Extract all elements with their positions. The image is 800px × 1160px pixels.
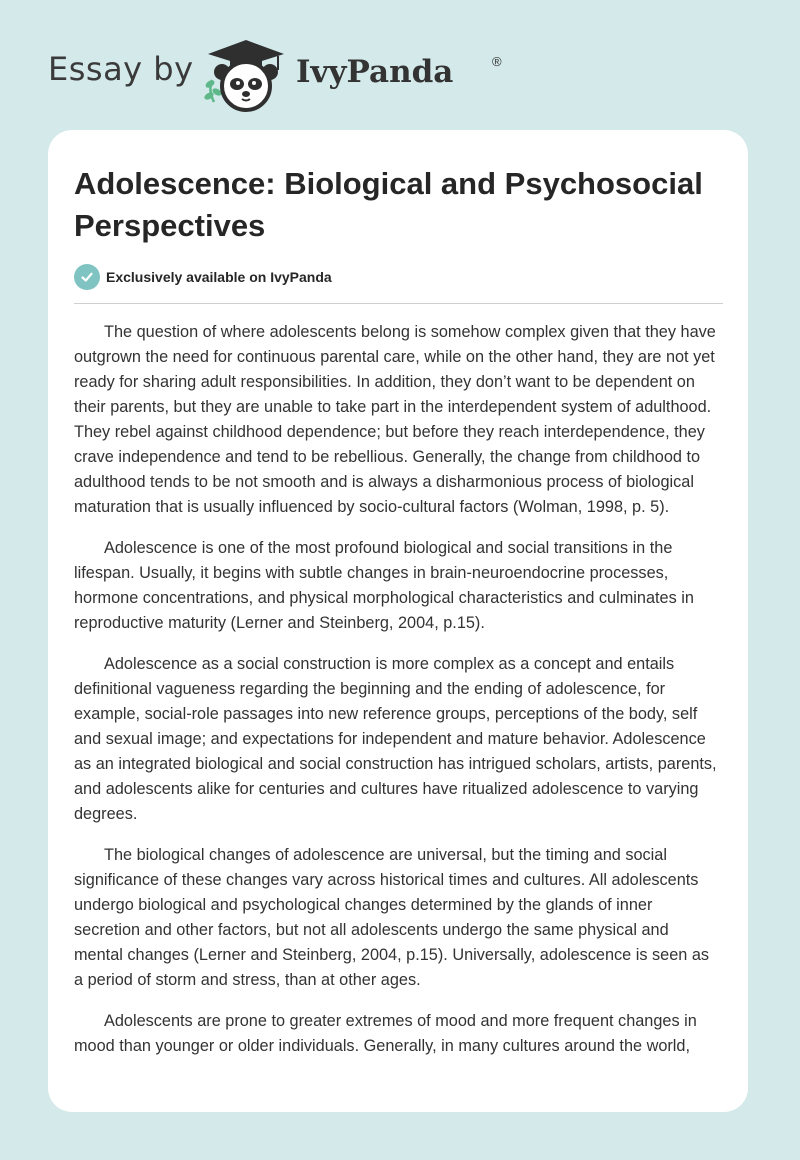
exclusive-badge (74, 264, 332, 290)
site-header (48, 36, 748, 112)
divider (74, 303, 723, 304)
page-title: Adolescence: Biological and Psychosocial Perspectives (74, 166, 703, 243)
registered-mark: ® (492, 54, 502, 69)
paragraph: Adolescents are prone to greater extremes of mood and more frequent changes in mood than younger or older individuals. Generally, in many cultures around the world, (74, 1012, 697, 1055)
essay-body (74, 320, 722, 1075)
paragraph: The biological changes of adolescence are universal, but the timing and social significance of these changes vary across historical times and cultures. All adolescents undergo biological and psychological changes determined by the glands of inner secretion and other factors, but not all adolescents undergo the same physical and mental changes (Lerner and Steinberg, 2004, p.15). Universally, adolescence is seen as a period of storm and stress, than at other ages. (74, 846, 710, 989)
essay-by-label: Essay by (48, 50, 194, 88)
essay-card (48, 130, 748, 1112)
brand-name[interactable]: IvyPanda (296, 54, 454, 90)
paragraph: The question of where adolescents belong is somehow complex given that they have outgrown the need for continuous parental care, while on the other hand, they are not yet ready for sharing adult responsibilities. In addition, they don’t want to be dependent on their parents, but they are unable to take part in the interdependent system of adulthood. They rebel against childhood dependence; but before they reach interdependence, they crave independence and tend to be rebellious. Generally, the change from childhood to adulthood tends to be not smooth and is always a disharmonious process of biological maturation that is usually influenced by socio-cultural factors (Wolman, 1998, p. 5). (74, 323, 716, 516)
panda-logo-icon[interactable] (202, 36, 292, 112)
exclusive-badge-text: Exclusively available on IvyPanda (106, 269, 332, 285)
paragraph: Adolescence as a social construction is more complex as a concept and entails definitional vagueness regarding the beginning and the ending of adolescence, for example, social-role passages into new reference groups, perceptions of the body, self and sexual image; and expectations for independent and mature behavior. Adolescence as an integrated biological and social construction has intrigued scholars, artists, parents, and adolescents alike for centuries and cultures have ritualized adolescence to varying degrees. (74, 655, 717, 823)
check-circle-icon (74, 264, 100, 290)
paragraph: Adolescence is one of the most profound biological and social transitions in the lifespan. Usually, it begins with subtle changes in brain-neuroendocrine processes, hormone concentrations, and physical morphological characteristics and culminates in reproductive maturity (Lerner and Steinberg, 2004, p.15). (74, 539, 694, 632)
